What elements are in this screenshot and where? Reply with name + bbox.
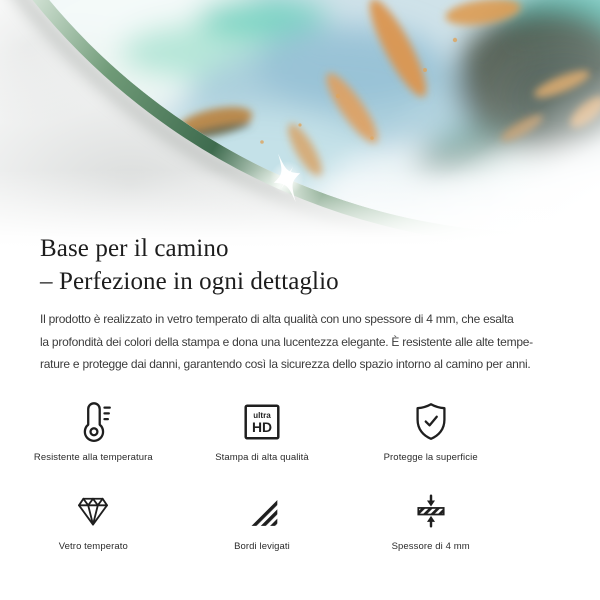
thickness-icon: [410, 486, 452, 536]
feature-thickness: [346, 486, 515, 553]
feature-print-quality: [178, 397, 347, 464]
shield-check-icon: [408, 397, 454, 447]
product-description: [40, 308, 565, 376]
feature-label: Stampa di alta qualità: [215, 452, 309, 463]
ultra-hd-badge-top: ultra: [253, 411, 271, 421]
feature-label: Protegge la superficie: [383, 452, 478, 463]
hero-product-image: [0, 0, 600, 250]
feature-label: Spessore di 4 mm: [391, 541, 470, 552]
ultra-hd-badge-bottom: HD: [251, 419, 273, 436]
features-grid: [9, 397, 515, 553]
glass-panel-artwork: [0, 0, 600, 250]
feature-label: Bordi levigati: [234, 541, 290, 552]
description-line: Il prodotto è realizzato in vetro temperato di alta qualità con uno spessore di 4 mm, che esalta: [40, 312, 514, 326]
page-title-line2: – Perfezione in ogni dettaglio: [40, 268, 339, 295]
diamond-icon: [72, 486, 114, 536]
feature-label: Vetro temperato: [58, 541, 128, 552]
polished-edges-icon: [241, 486, 283, 536]
feature-surface-protection: [346, 397, 515, 464]
page-title: [40, 232, 560, 298]
thermometer-icon: [70, 397, 116, 447]
page-title-line1: Base per il camino: [40, 235, 229, 262]
description-line: rature e protegge dai danni, garantendo così la sicurezza dello spazio intorno al camino per anni.: [40, 357, 531, 371]
ultra-hd-icon: [239, 397, 285, 447]
feature-label: Resistente alla temperatura: [33, 452, 153, 463]
feature-temperature: [9, 397, 178, 464]
feature-tempered-glass: [9, 486, 178, 553]
description-line: la profondità dei colori della stampa e dona una lucentezza elegante. È resistente alle alte tempe-: [40, 334, 533, 349]
feature-polished-edges: [178, 486, 347, 553]
